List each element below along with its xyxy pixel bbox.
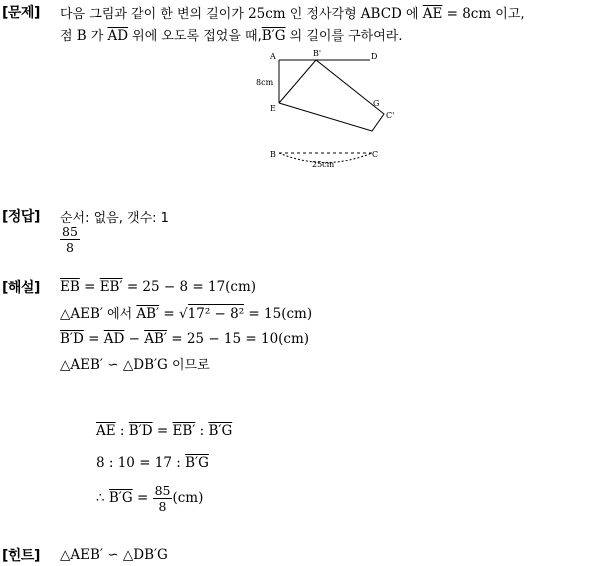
segment-bg: B′G bbox=[261, 28, 286, 44]
solution-line-4: △AEB′ ∽ △DB′G 이므로 bbox=[60, 357, 210, 373]
segment-ad: $\overline{AD}$ bbox=[107, 28, 129, 44]
proportion-line-3: ∴ B′G = $\frac{85}{8}$ (cm) bbox=[96, 483, 204, 514]
hint-line: △AEB′ ∽ △DB′G bbox=[60, 547, 168, 563]
proportion-line-2: 8 : 10 = 17 : B′G bbox=[96, 455, 209, 471]
segment-ae: $\overline{AE}$ bbox=[422, 6, 443, 22]
solution-line-3: $B'D = \overline{AD} - AB' = 25 - 15 = 10(cm)$ bbox=[60, 331, 310, 347]
proportion-line-1: $\overline{AE}$ : B′D = EB′ : B′G bbox=[96, 423, 233, 439]
hint-label: [힌트] bbox=[2, 548, 40, 564]
answer-fraction: $\frac{85}{8}$ bbox=[62, 224, 78, 255]
solution-line-2: △AEB′ 에서 AB′ = √17² − 8² = 15(cm) bbox=[60, 306, 313, 322]
point-b-prime-label: B' bbox=[313, 49, 322, 58]
solution-line-1: $\overline{EB} = EB' = 25 - 8 = 17(cm)$ bbox=[60, 279, 257, 295]
problem-line-1: 다음 그림과 같이 한 변의 길이가 25cm 인 정사각형 ABCD 에 $\overline{AE} = 8cm$ 이고, bbox=[60, 6, 525, 22]
point-a-label: A bbox=[270, 52, 276, 61]
point-e-label: E bbox=[270, 104, 276, 113]
point-c-label: C bbox=[372, 150, 379, 159]
answer-label: [정답] bbox=[2, 209, 40, 225]
answer-line: 순서: 없음, 갯수: 1 bbox=[60, 211, 169, 226]
problem-label: [문제] bbox=[2, 5, 40, 21]
bottom-length-label: 25cm bbox=[312, 160, 335, 169]
problem-line-2: 점 B 가 $\overline{AD}$ 위에 오도록 접었을 때,B′G 의 길이를 구하여라. bbox=[60, 28, 403, 44]
sqrt-sign: √ bbox=[179, 306, 188, 322]
side-length-label: 8cm bbox=[256, 78, 274, 87]
point-c-prime-label: C' bbox=[386, 111, 395, 120]
point-b-label: B bbox=[270, 150, 276, 159]
point-g-label: G bbox=[373, 99, 380, 108]
point-d-label: D bbox=[371, 52, 378, 61]
folded-square-figure bbox=[256, 47, 422, 172]
solution-label: [해설] bbox=[2, 280, 40, 296]
folded-part bbox=[279, 60, 384, 131]
